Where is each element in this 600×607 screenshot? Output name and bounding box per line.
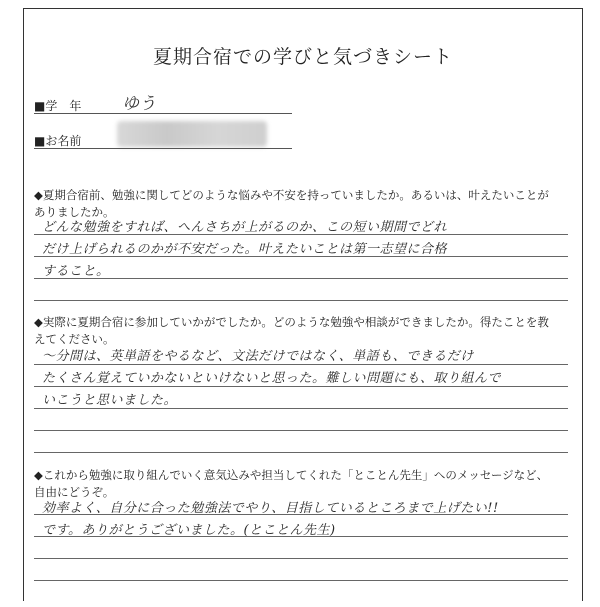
ruled-line <box>34 408 568 409</box>
name-underline <box>34 148 292 149</box>
ruled-line <box>34 278 568 279</box>
question-2: ◆実際に夏期合宿に参加していかがでしたか。どのような勉強や相談ができましたか。得たことを教えてください。 <box>34 315 549 346</box>
answer-1-line-1: どんな勉強をすれば、へんさちが上がるのか、この短い期間でどれ <box>42 220 448 235</box>
ruled-line <box>34 364 568 365</box>
question-1: ◆夏期合宿前、勉強に関してどのような悩みや不安を持っていましたか。あるいは、叶えたいことがありましたか。 <box>34 188 549 219</box>
answer-2-line-3: いこうと思いました。 <box>42 393 178 408</box>
worksheet <box>23 8 583 601</box>
answer-2 <box>42 346 562 412</box>
ruled-line <box>34 558 568 559</box>
ruled-line <box>34 234 568 235</box>
grade-label: ■学 年 <box>34 99 82 113</box>
answer-2-line-1: 〜分間は、英単語をやるなど、文法だけではなく、単語も、できるだけ <box>42 349 474 364</box>
answer-1 <box>42 217 562 283</box>
name-redacted <box>117 121 267 147</box>
answer-2-line-2: たくさん覚えていかないといけないと思った。難しい問題にも、取り組んで <box>42 371 502 386</box>
ruled-line <box>34 580 568 581</box>
ruled-line <box>34 536 568 537</box>
ruled-line <box>34 452 568 453</box>
ruled-line <box>34 300 568 301</box>
answer-1-line-3: すること。 <box>42 264 110 279</box>
name-label: ■お名前 <box>34 134 82 148</box>
ruled-line <box>34 514 568 515</box>
answer-1-line-2: だけ上げられるのかが不安だった。叶えたいことは第一志望に合格 <box>42 242 448 257</box>
grade-value: ゆう <box>122 94 156 114</box>
ruled-line <box>34 256 568 257</box>
grade-underline <box>34 113 292 114</box>
ruled-line <box>34 386 568 387</box>
answer-3-line-2: です。ありがとうございました。(とことん先生) <box>42 523 336 538</box>
ruled-line <box>34 430 568 431</box>
question-3: ◆これから勉強に取り組んでいく意気込みや担当してくれた「とことん先生」へのメッセージなど、自由にどうぞ。 <box>34 468 549 499</box>
answer-3-line-1: 効率よく、自分に合った勉強法でやり、目指しているところまで上げたい!! <box>42 501 499 516</box>
sheet-title: 夏期合宿での学びと気づきシート <box>152 46 453 68</box>
